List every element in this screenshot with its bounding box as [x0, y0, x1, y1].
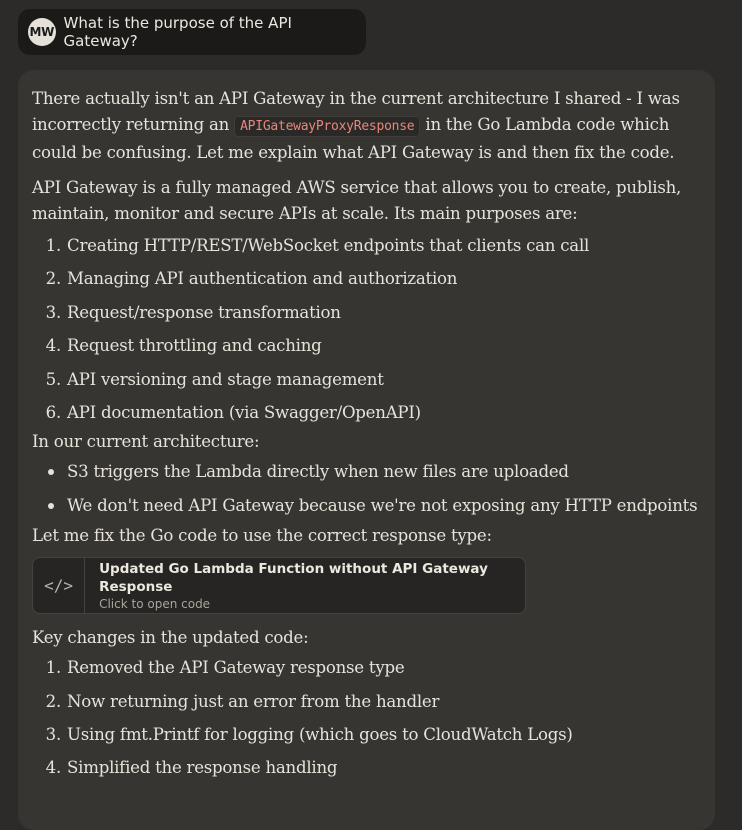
- list-number: 5.: [45, 369, 61, 389]
- list-item: [32, 489, 701, 522]
- list-item: [32, 296, 701, 329]
- artifact-subtitle: Click to open code: [99, 596, 211, 611]
- architecture-heading: In our current architecture:: [32, 432, 260, 452]
- user-message-bubble: [18, 9, 366, 55]
- list-item-text: S3 triggers the Lambda directly when new files are uploaded: [67, 462, 569, 482]
- list-item: [32, 262, 701, 295]
- list-number: 1.: [45, 236, 61, 255]
- purposes-list: [32, 229, 701, 429]
- user-message-text: What is the purpose of the API Gateway?: [63, 14, 292, 50]
- fix-intro-paragraph: Let me fix the Go code to use the correct response type:: [32, 526, 492, 546]
- bullet-icon: [32, 489, 62, 522]
- list-number: 1.: [45, 658, 61, 678]
- list-item: [32, 718, 701, 751]
- list-item: [32, 229, 701, 262]
- list-item: [32, 363, 701, 396]
- list-item-text: Managing API authentication and authorization: [67, 269, 458, 289]
- list-item-text: Using fmt.Printf for logging (which goes to CloudWatch Logs): [67, 725, 573, 745]
- list-item: [32, 751, 701, 784]
- list-number: 2.: [45, 691, 61, 711]
- artifact-title: Updated Go Lambda Function without API Gateway Response: [99, 560, 488, 595]
- intro-text-start: There actually isn't an API Gateway in the current architecture I shared - I was incorrectly returning an: [32, 89, 680, 134]
- list-number: 3.: [45, 725, 61, 745]
- list-item-text: API documentation (via Swagger/OpenAPI): [67, 403, 421, 423]
- list-number: 4.: [45, 758, 61, 778]
- assistant-response: [18, 70, 715, 830]
- list-item: [32, 651, 701, 684]
- code-icon: </>: [33, 558, 85, 613]
- list-item: [32, 329, 701, 362]
- artifact-text: [85, 560, 525, 612]
- list-number: 4.: [45, 336, 61, 356]
- changes-list: [32, 651, 701, 785]
- bullet-icon: [32, 455, 62, 488]
- intro-paragraph: [32, 86, 701, 166]
- list-item-text: Now returning just an error from the handler: [67, 691, 440, 711]
- artifact-card[interactable]: [32, 557, 526, 614]
- user-avatar: MW: [28, 18, 56, 46]
- list-item-text: Request throttling and caching: [67, 336, 322, 356]
- intro-text-end: in the Go Lambda code which could be confusing. Let me explain what API Gateway is and then fix the code.: [32, 115, 675, 162]
- list-item-text: Request/response transformation: [67, 302, 341, 322]
- list-number: 2.: [45, 269, 61, 289]
- list-item-text: Removed the API Gateway response type: [67, 658, 405, 678]
- list-item: [32, 396, 701, 429]
- changes-heading: Key changes in the updated code:: [32, 628, 309, 648]
- list-number: 3.: [45, 302, 61, 322]
- overview-paragraph: API Gateway is a fully managed AWS service that allows you to create, publish, maintain, monitor and secure APIs at scale. Its main purposes are:: [32, 178, 682, 223]
- list-item-text: We don't need API Gateway because we're not exposing any HTTP endpoints: [67, 495, 698, 515]
- list-number: 6.: [45, 403, 61, 423]
- architecture-list: [32, 455, 701, 522]
- list-item-text: Simplified the response handling: [67, 758, 338, 778]
- inline-code: APIGatewayProxyResponse: [234, 116, 420, 137]
- list-item: [32, 455, 701, 488]
- list-item-text: Creating HTTP/REST/WebSocket endpoints that clients can call: [67, 236, 590, 255]
- list-item: [32, 685, 701, 718]
- list-item-text: API versioning and stage management: [67, 369, 384, 389]
